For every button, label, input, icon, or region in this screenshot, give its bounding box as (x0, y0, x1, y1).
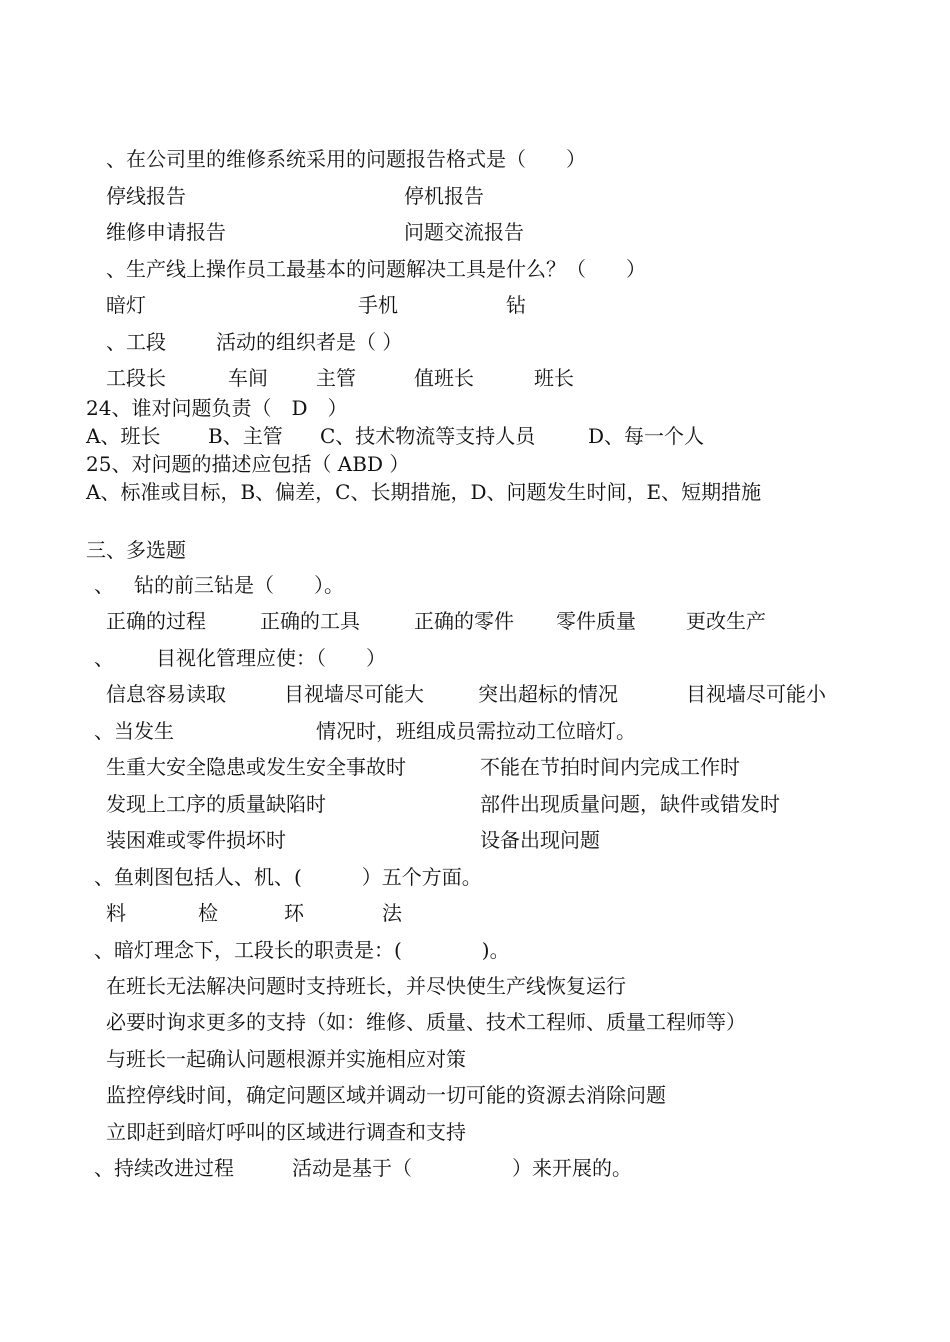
multi-2-option-c: 突出超标的情况 (478, 682, 618, 706)
question-25-stem: 25、对问题的描述应包括（ ABD ） (86, 452, 410, 476)
multi-3-option-c: 发现上工序的质量缺陷时 (106, 792, 326, 816)
multi-1-option-a: 正确的过程 (106, 609, 206, 633)
question-24-option-c: C、技术物流等支持人员 (320, 424, 536, 448)
multi-1-option-b: 正确的工具 (260, 609, 360, 633)
question-3-option-d: 值班长 (414, 366, 474, 390)
multi-3-option-e: 装困难或零件损坏时 (106, 828, 286, 852)
multi-2-option-b: 目视墙尽可能大 (284, 682, 424, 706)
multi-5-option-d: 监控停线时间，确定问题区域并调动一切可能的资源去消除问题 (106, 1083, 666, 1107)
multi-6-stem-b: 活动是基于（ ）来开展的。 (292, 1156, 632, 1180)
question-3-stem-a: 、工段 (106, 330, 166, 354)
multi-1-option-e: 更改生产 (686, 609, 766, 633)
multi-2-stem-a: 、 (94, 646, 114, 670)
multi-4-option-b: 检 (198, 901, 218, 925)
question-1-stem: 、在公司里的维修系统采用的问题报告格式是（ ） (106, 147, 586, 171)
multi-3-option-d: 部件出现质量问题，缺件或错发时 (480, 792, 780, 816)
question-3-option-c: 主管 (316, 366, 356, 390)
question-3-stem-b: 活动的组织者是（ ） (216, 330, 403, 354)
multi-4-stem: 、鱼刺图包括人、机、( ）五个方面。 (94, 865, 482, 889)
multi-5-option-c: 与班长一起确认问题根源并实施相应对策 (106, 1047, 466, 1071)
multi-2-option-a: 信息容易读取 (106, 682, 226, 706)
multi-6-stem-a: 、持续改进过程 (94, 1156, 234, 1180)
multi-5-stem: 、暗灯理念下，工段长的职责是：( )。 (94, 938, 510, 962)
section-title: 三、多选题 (86, 538, 186, 562)
question-25-options: A、标准或目标，B、偏差，C、长期措施，D、问题发生时间，E、短期措施 (86, 480, 762, 504)
question-24-stem: 24、谁对问题负责（ D ） (86, 396, 348, 420)
multi-5-option-b: 必要时询求更多的支持（如：维修、质量、技术工程师、质量工程师等） (106, 1010, 746, 1034)
multi-3-option-a: 生重大安全隐患或发生安全事故时 (106, 755, 406, 779)
multi-4-option-d: 法 (382, 901, 402, 925)
question-1-option-a: 停线报告 (106, 184, 186, 208)
multi-5-option-a: 在班长无法解决问题时支持班长，并尽快使生产线恢复运行 (106, 974, 626, 998)
multi-4-option-c: 环 (284, 901, 304, 925)
question-2-option-a: 暗灯 (106, 293, 146, 317)
question-3-option-e: 班长 (534, 366, 574, 390)
question-1-option-d: 问题交流报告 (404, 220, 524, 244)
multi-1-option-d: 零件质量 (556, 609, 636, 633)
multi-1-stem-a: 、 (94, 573, 114, 597)
multi-3-stem-a: 、当发生 (94, 719, 174, 743)
question-24-option-b: B、主管 (208, 424, 283, 448)
multi-2-stem-b: 目视化管理应使：（ ） (156, 646, 386, 670)
multi-2-option-d: 目视墙尽可能小 (686, 682, 826, 706)
multi-5-option-e: 立即赶到暗灯呼叫的区域进行调查和支持 (106, 1120, 466, 1144)
question-2-option-c: 钻 (506, 293, 526, 317)
multi-1-option-c: 正确的零件 (414, 609, 514, 633)
multi-3-option-f: 设备出现问题 (480, 828, 600, 852)
question-3-option-a: 工段长 (106, 366, 166, 390)
question-2-option-b: 手机 (358, 293, 398, 317)
question-2-stem: 、生产线上操作员工最基本的问题解决工具是什么？（ ） (106, 257, 646, 281)
question-1-option-c: 维修申请报告 (106, 220, 226, 244)
multi-3-stem-b: 情况时，班组成员需拉动工位暗灯。 (316, 719, 636, 743)
question-3-option-b: 车间 (228, 366, 268, 390)
multi-4-option-a: 料 (106, 901, 126, 925)
multi-3-option-b: 不能在节拍时间内完成工作时 (480, 755, 740, 779)
question-24-option-d: D、每一个人 (588, 424, 705, 448)
multi-1-stem-b: 钻的前三钻是（ ）。 (134, 573, 344, 597)
question-24-option-a: A、班长 (86, 424, 161, 448)
question-1-option-b: 停机报告 (404, 184, 484, 208)
